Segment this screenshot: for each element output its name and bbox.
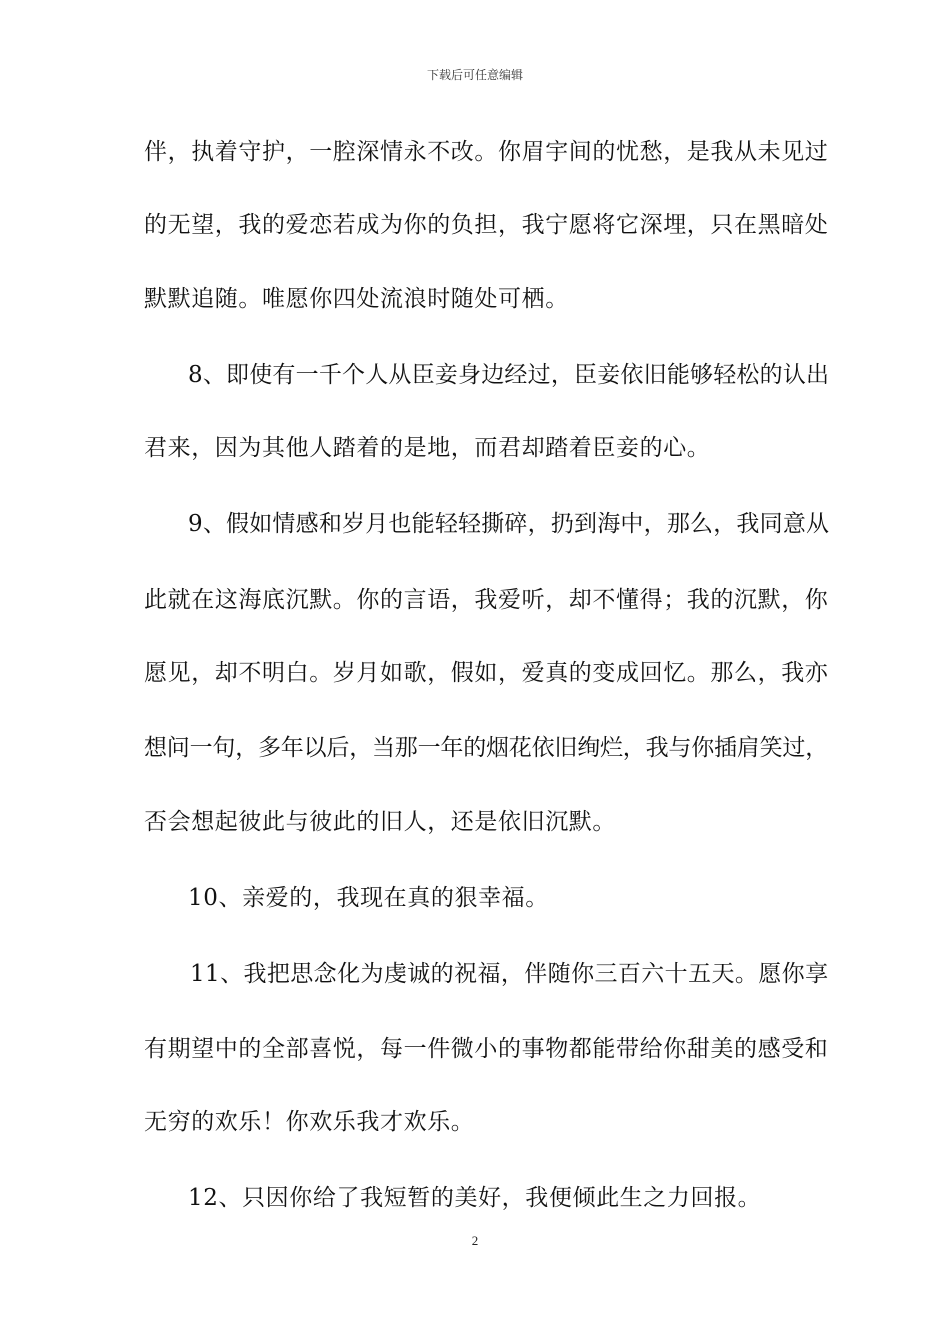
text-line: 11、我把思念化为虔诚的祝福，伴随你三百六十五天。愿你享 [190,961,829,987]
text-line: 无穷的欢乐！你欢乐我才欢乐。 [144,1109,475,1135]
text-line: 默默追随。唯愿你四处流浪时随处可栖。 [144,286,569,312]
text-line: 9、假如情感和岁月也能轻轻撕碎，扔到海中，那么，我同意从 [188,511,830,537]
text-line: 此就在这海底沉默。你的言语，我爱听，却不懂得；我的沉默，你 [144,587,829,613]
page-number: 2 [471,1233,479,1248]
page-header: 下载后可任意编辑 [426,68,523,82]
text-line: 愿见，却不明白。岁月如歌，假如，爱真的变成回忆。那么，我亦 [144,660,829,686]
text-line: 伴，执着守护，一腔深情永不改。你眉宇间的忧愁，是我从未见过 [144,139,829,165]
text-line: 8、即使有一千个人从臣妾身边经过，臣妾依旧能够轻松的认出 [188,362,830,388]
text-line: 君来，因为其他人踏着的是地，而君却踏着臣妾的心。 [144,435,711,461]
text-line: 12、只因你给了我短暂的美好，我便倾此生之力回报。 [188,1185,762,1211]
text-line: 有期望中的全部喜悦，每一件微小的事物都能带给你甜美的感受和 [144,1036,829,1062]
text-line: 10、亲爱的，我现在真的狠幸福。 [188,885,549,911]
text-line: 否会想起彼此与彼此的旧人，还是依旧沉默。 [144,809,616,835]
text-line: 的无望，我的爱恋若成为你的负担，我宁愿将它深埋，只在黑暗处 [144,212,829,238]
text-line: 想问一句，多年以后，当那一年的烟花依旧绚烂，我与你插肩笑过， [144,735,829,761]
